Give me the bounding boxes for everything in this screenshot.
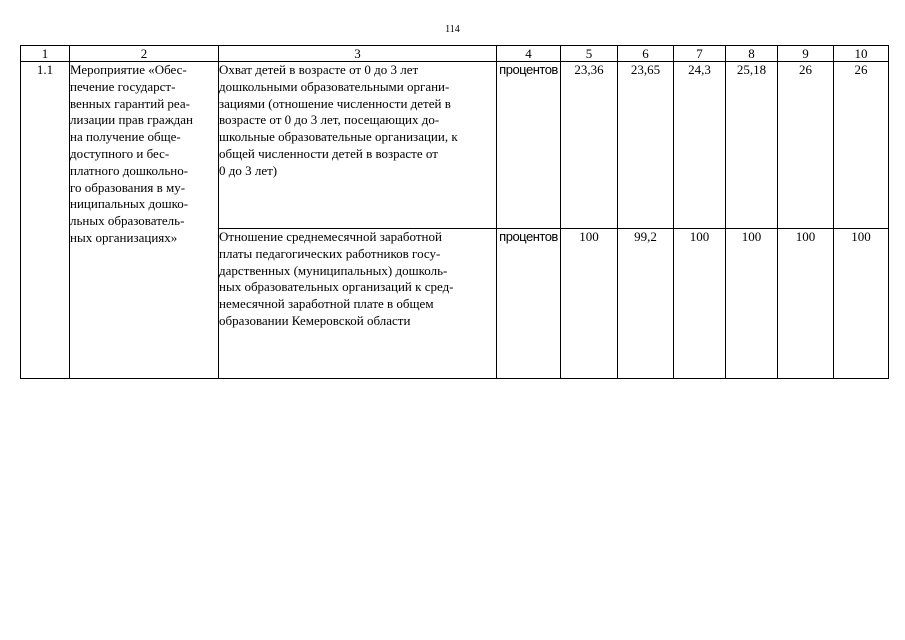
- indicator-line: дошкольными образовательными органи-: [219, 78, 450, 94]
- unit-cell: процентов: [497, 62, 561, 229]
- header-cell-8: 8: [726, 46, 778, 62]
- header-cell-7: 7: [674, 46, 726, 62]
- indicator-line: образовании Кемеровской области: [219, 312, 411, 328]
- value-cell: 26: [834, 62, 889, 229]
- table-row: [21, 62, 889, 229]
- indicator-line: возрасте от 0 до 3 лет, посещающих до-: [219, 112, 440, 128]
- value-cell: 99,2: [618, 229, 674, 379]
- event-line: венных гарантий реа-: [70, 95, 190, 111]
- header-cell-9: 9: [778, 46, 834, 62]
- event-line: го образования в му-: [70, 179, 186, 195]
- indicator-line: школьные образовательные организации, к: [219, 129, 458, 145]
- indicator-line: общей численности детей в возрасте от: [219, 145, 438, 161]
- value-cell: 100: [674, 229, 726, 379]
- header-cell-2: 2: [70, 46, 219, 62]
- indicator-line: 0 до 3 лет): [219, 162, 278, 178]
- value-cell: 100: [778, 229, 834, 379]
- event-line: платного дошкольно-: [70, 162, 189, 178]
- header-cell-4: 4: [497, 46, 561, 62]
- header-cell-5: 5: [561, 46, 618, 62]
- value-cell: 100: [726, 229, 778, 379]
- event-line: лизации прав граждан: [70, 112, 194, 128]
- header-cell-10: 10: [834, 46, 889, 62]
- event-line: ниципальных дошко-: [70, 196, 189, 212]
- event-line: печение государст-: [70, 78, 176, 94]
- event-line: на получение обще-: [70, 129, 181, 145]
- indicator-name: [219, 229, 497, 379]
- event-description: [70, 62, 219, 379]
- indicator-line: дарственных (муниципальных) дошколь-: [219, 262, 448, 278]
- header-cell-6: 6: [618, 46, 674, 62]
- value-cell: 25,18: [726, 62, 778, 229]
- header-cell-3: 3: [219, 46, 497, 62]
- indicator-line: Отношение среднемесячной заработной: [219, 229, 442, 244]
- page-number: 114: [445, 24, 460, 35]
- event-line: Мероприятие «Обес-: [70, 62, 187, 77]
- event-line: доступного и бес-: [70, 145, 170, 161]
- value-cell: 23,65: [618, 62, 674, 229]
- indicator-line: ных образовательных организаций к сред-: [219, 279, 454, 295]
- event-line: льных образователь-: [70, 213, 185, 229]
- value-cell: 100: [561, 229, 618, 379]
- indicator-line: немесячной заработной плате в общем: [219, 296, 434, 312]
- value-cell: 24,3: [674, 62, 726, 229]
- value-cell: 23,36: [561, 62, 618, 229]
- table-header-row: [21, 46, 889, 62]
- value-cell: 26: [778, 62, 834, 229]
- header-cell-1: 1: [21, 46, 70, 62]
- indicator-line: зациями (отношение численности детей в: [219, 95, 451, 111]
- value-cell: 100: [834, 229, 889, 379]
- event-line: ных организациях»: [70, 229, 178, 245]
- indicators-table: [20, 45, 889, 379]
- indicator-line: платы педагогических работников госу-: [219, 245, 441, 261]
- indicator-line: Охват детей в возрасте от 0 до 3 лет: [219, 62, 419, 77]
- unit-cell: процентов: [497, 229, 561, 379]
- row-code: 1.1: [21, 62, 70, 379]
- indicator-name: [219, 62, 497, 229]
